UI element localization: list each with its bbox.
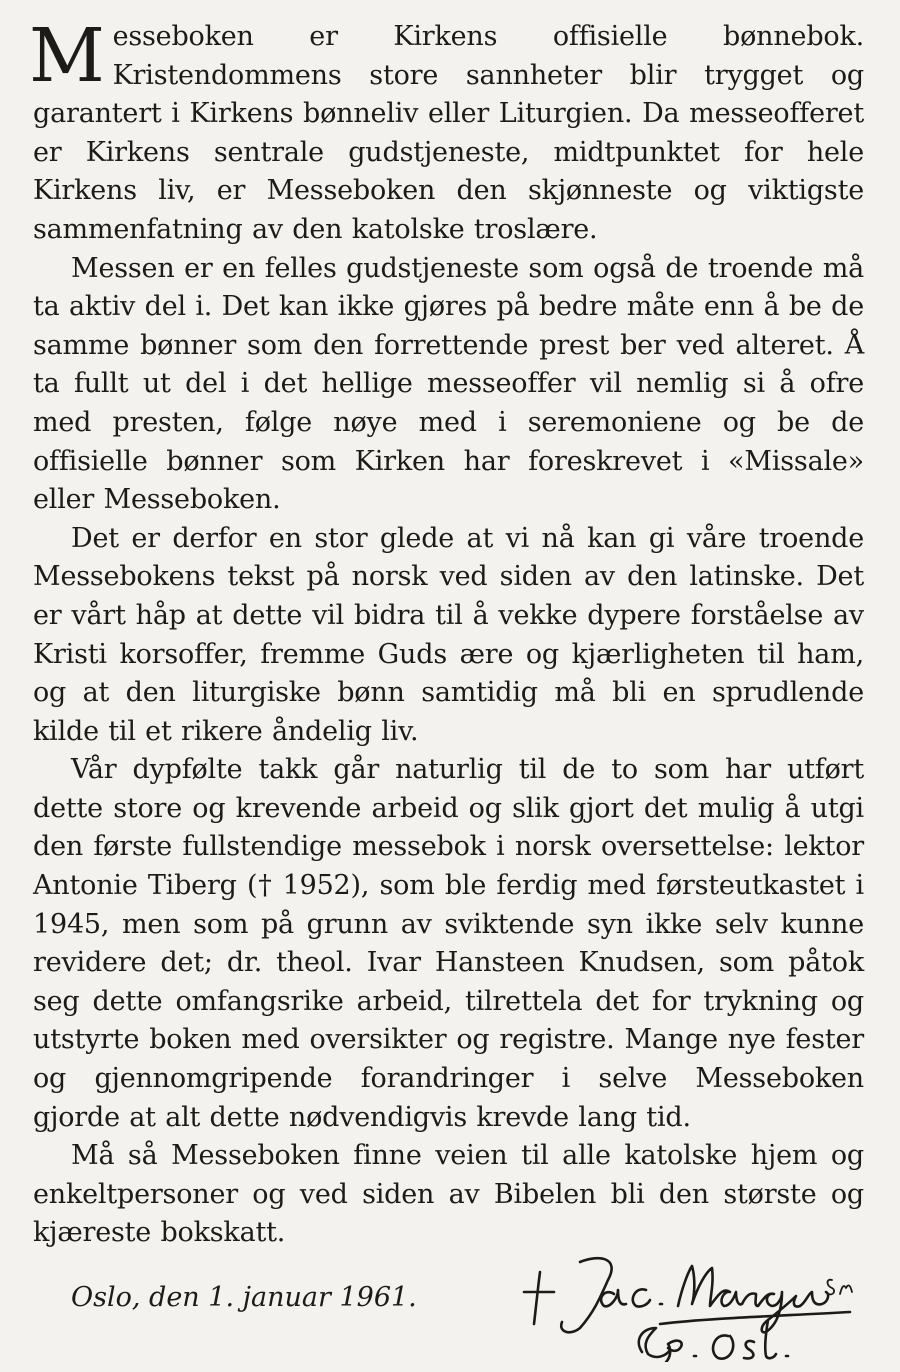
paragraph-1 xyxy=(29,13,864,250)
paragraph-1-text: esseboken er Kirkens offisielle bønnebok. Kristendommens store sannheter blir trygget og garantert i Kirkens bønneliv eller Liturgien. Da messeofferet er Kirkens sentrale gudstjeneste, midtpunktet for hele Kirkens liv, er Messeboken den skjønneste og viktigste sammenfatning av den katolske troslære. xyxy=(33,21,864,245)
dateline: Oslo, den 1. januar 1961. xyxy=(71,1282,417,1313)
handwritten-signature xyxy=(510,1232,870,1362)
paragraph-4: Vår dypfølte takk går naturlig til de to som har utført dette store og krevende arbeid og slik gjort det mulig å utgi den første fullstendige messebok i norsk oversettelse: lektor Antonie Tiberg († 1952), som ble ferdig med førsteutkastet i 1945, men som på grunn av sviktende syn ikke selv kunne revidere det; dr. theol. Ivar Hansteen Knudsen, som påtok seg dette omfangsrike arbeid, tilrettela det for trykning og utstyrte boken med oversikter og registre. Mange nye fester og gjennomgripende forandringer i selve Messeboken gjorde at alt dette nødvendigvis krevde lang tid. xyxy=(33,754,864,1133)
paragraph-2: Messen er en felles gudstjeneste som også de troende må ta aktiv del i. Det kan ikke gjøres på bedre måte enn å be de samme bønner som den forrettende prest ber ved alteret. Å ta fullt ut del i det hellige messeoffer vil nemlig si å ofre med presten, følge nøye med i seremoniene og be de offisielle bønner som Kirken har foreskrevet i «Missale» eller Messeboken. xyxy=(33,252,864,516)
paragraph-5: Må så Messeboken finne veien til alle katolske hjem og enkeltpersoner og ved siden av Bibelen bli den største og kjæreste bokskatt. xyxy=(33,1140,864,1249)
paragraph-3: Det er derfor en stor glede at vi nå kan gi våre troende Messebokens tekst på norsk ved siden av den latinske. Det er vårt håp at dette vil bidra til å vekke dypere forståelse av Kristi korsoffer, fremme Guds ære og kjærligheten til ham, og at den liturgiske bønn samtidig må bli en sprudlende kilde til et rikere åndelig liv. xyxy=(33,522,864,747)
drop-cap: M xyxy=(29,13,105,99)
